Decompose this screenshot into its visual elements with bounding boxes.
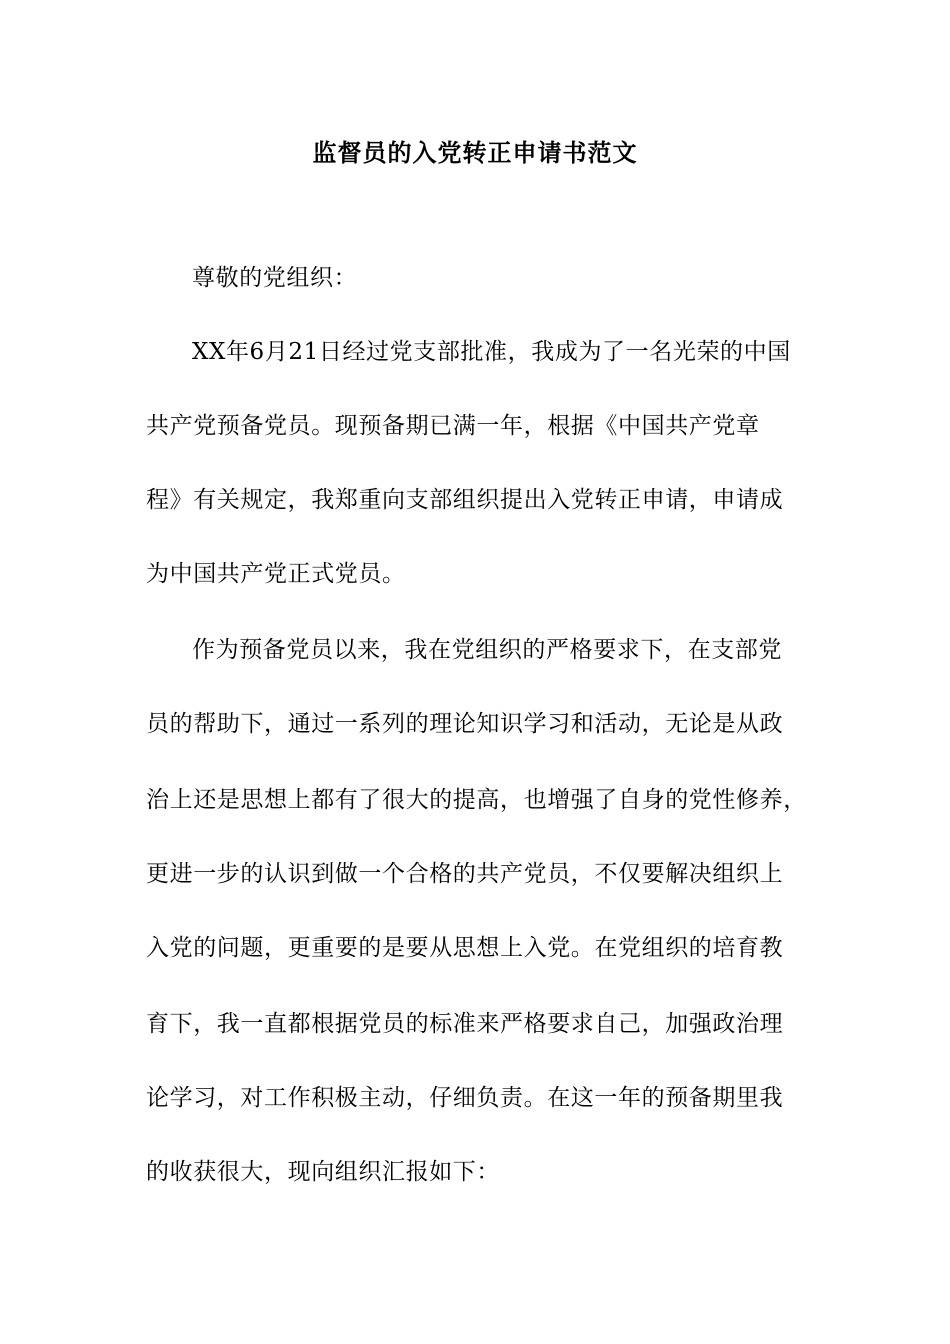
paragraph-1-line-2: 共产党预备党员。现预备期已满一年，根据《中国共产党章 [146,413,760,439]
paragraph-1-line-1: XX年6月21日经过党支部批准，我成为了一名光荣的中国 [192,339,791,365]
paragraph-2-line-5: 入党的问题，更重要的是要从思想上入党。在党组织的培育教 [146,935,784,961]
paragraph-2-line-1: 作为预备党员以来，我在党组织的严格要求下，在支部党 [192,637,782,663]
document-title: 监督员的入党转正申请书范文 [312,138,638,167]
paragraph-1-line-4: 为中国共产党正式党员。 [146,561,406,587]
paragraph-2-line-6: 育下，我一直都根据党员的标准来严格要求自己，加强政治理 [146,1011,784,1037]
paragraph-2-line-2: 员的帮助下，通过一系列的理论知识学习和活动，无论是从政 [146,711,784,737]
paragraph-2-line-4: 更进一步的认识到做一个合格的共产党员，不仅要解决组织上 [146,861,784,887]
paragraph-2-line-8: 的收获很大，现向组织汇报如下： [146,1159,500,1185]
paragraph-2-line-3: 治上还是思想上都有了很大的提高，也增强了自身的党性修养， [146,787,807,813]
paragraph-1-line-3: 程》有关规定，我郑重向支部组织提出入党转正申请，申请成 [146,487,784,513]
salutation: 尊敬的党组织： [192,265,358,291]
paragraph-2-line-7: 论学习，对工作积极主动，仔细负责。在这一年的预备期里我 [146,1085,784,1111]
